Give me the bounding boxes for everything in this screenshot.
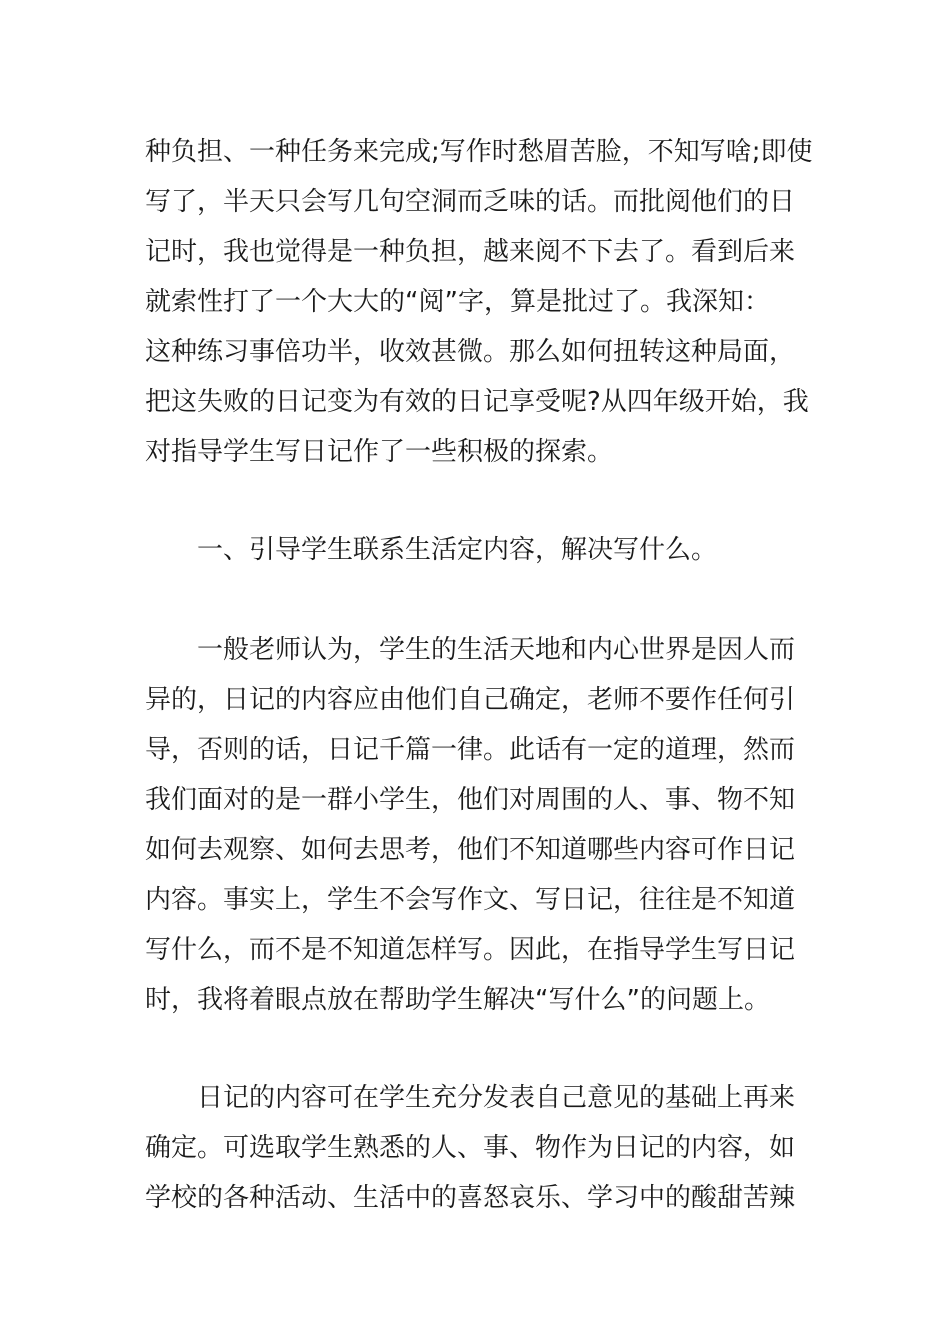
heading-line: 一、引导学生联系生活定内容，解决写什么。 [197,535,718,565]
text-line: 对指导学生写日记作了一些积极的探索。 [145,437,614,467]
text-line: 内容。事实上，学生不会写作文、写日记，往往是不知道 [145,885,796,915]
section-heading [145,525,825,575]
text-line: 写什么，而不是不知道怎样写。因此，在指导学生写日记 [145,935,796,965]
text-line: 确定。可选取学生熟悉的人、事、物作为日记的内容，如 [145,1133,796,1163]
text-line: 时，我将着眼点放在帮助学生解决“写什么”的问题上。 [145,985,770,1015]
text-line: 一般老师认为，学生的生活天地和内心世界是因人而 [197,635,796,665]
text-line: 导，否则的话，日记千篇一律。此话有一定的道理，然而 [145,735,796,765]
paragraph-continuation [145,127,825,477]
text-line: 就索性打了一个大大的“阅”字，算是批过了。我深知： [145,287,770,317]
text-line: 把这失败的日记变为有效的日记享受呢?从四年级开始，我 [145,387,809,417]
text-line: 如何去观察、如何去思考，他们不知道哪些内容可作日记 [145,835,796,865]
text-line: 这种练习事倍功半，收效甚微。那么如何扭转这种局面， [145,337,796,367]
text-line: 日记的内容可在学生充分发表自己意见的基础上再来 [197,1083,796,1113]
text-line: 记时，我也觉得是一种负担，越来阅不下去了。看到后来 [145,237,796,267]
text-line: 异的，日记的内容应由他们自己确定，老师不要作任何引 [145,685,796,715]
paragraph [145,625,825,1025]
text-line: 学校的各种活动、生活中的喜怒哀乐、学习中的酸甜苦辣 [145,1183,796,1213]
text-line: 写了，半天只会写几句空洞而乏味的话。而批阅他们的日 [145,187,796,217]
text-line: 种负担、一种任务来完成;写作时愁眉苦脸，不知写啥;即使 [145,137,813,167]
text-line: 我们面对的是一群小学生，他们对周围的人、事、物不知 [145,785,796,815]
paragraph [145,1073,825,1223]
